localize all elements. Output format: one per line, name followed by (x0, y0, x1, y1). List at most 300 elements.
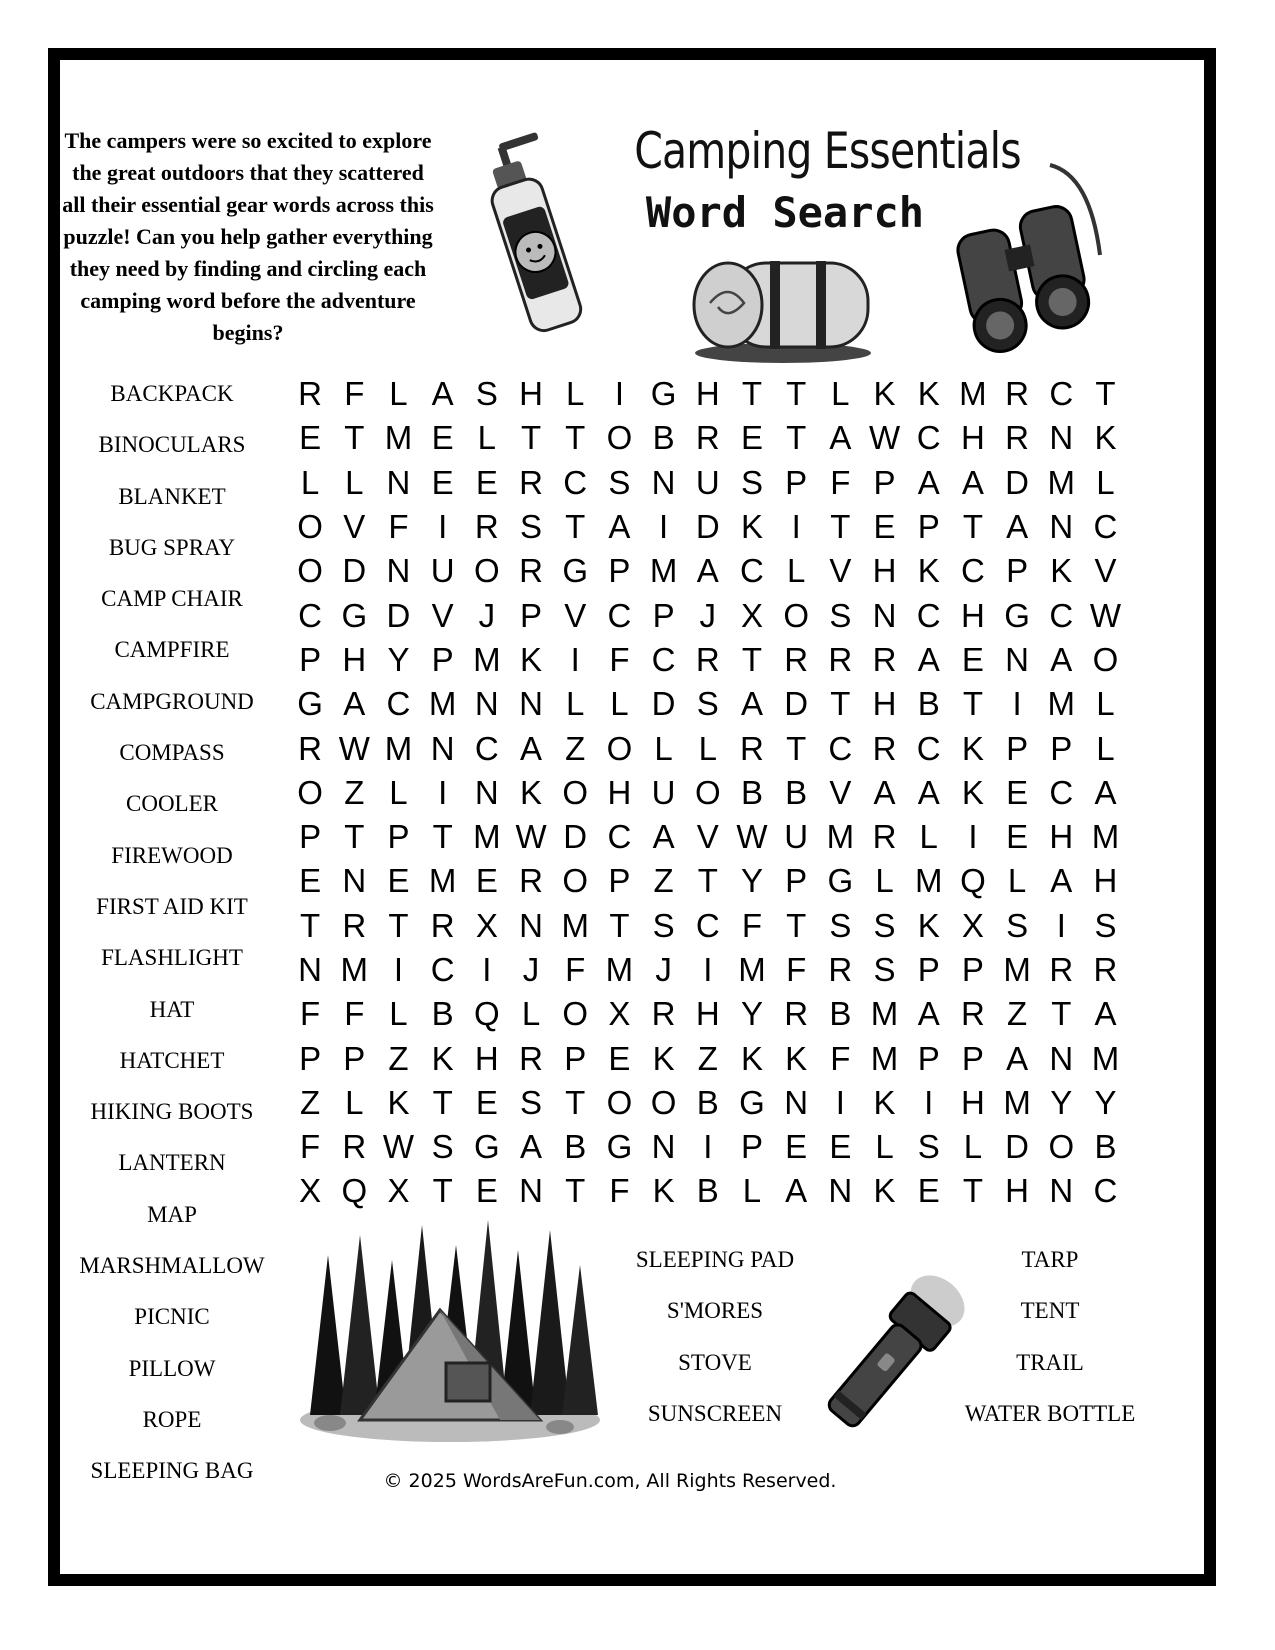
grid-letter[interactable]: H (607, 773, 632, 811)
grid-letter[interactable]: L (875, 862, 894, 900)
grid-letter[interactable]: S (608, 463, 631, 501)
grid-letter[interactable]: A (520, 1128, 543, 1166)
grid-letter[interactable]: N (1005, 640, 1030, 678)
grid-letter[interactable]: E (740, 419, 763, 457)
grid-letter[interactable]: E (1006, 818, 1029, 856)
grid-letter[interactable]: I (968, 818, 978, 856)
grid-letter[interactable]: I (924, 1083, 934, 1121)
grid-letter[interactable]: W (868, 419, 901, 457)
grid-letter[interactable]: E (475, 1172, 498, 1210)
grid-letter[interactable]: P (1006, 729, 1029, 767)
grid-letter[interactable]: L (300, 463, 320, 501)
grid-letter[interactable]: K (652, 1039, 675, 1077)
grid-letter[interactable]: N (1049, 1172, 1074, 1210)
grid-letter[interactable]: K (961, 773, 984, 811)
grid-letter[interactable]: X (387, 1172, 410, 1210)
grid-letter[interactable]: S (520, 1083, 543, 1121)
grid-letter[interactable]: N (474, 773, 499, 811)
grid-letter[interactable]: F (830, 463, 851, 501)
grid-letter[interactable]: R (1005, 419, 1030, 457)
grid-letter[interactable]: A (1050, 640, 1073, 678)
grid-letter[interactable]: C (607, 818, 632, 856)
grid-letter[interactable]: H (1093, 862, 1118, 900)
grid-letter[interactable]: E (475, 1083, 498, 1121)
grid-letter[interactable]: T (432, 1172, 453, 1210)
grid-letter[interactable]: P (1006, 552, 1029, 590)
grid-letter[interactable]: L (742, 1172, 762, 1210)
grid-letter[interactable]: K (785, 1039, 808, 1077)
grid-letter[interactable]: T (565, 1083, 586, 1121)
grid-letter[interactable]: M (340, 951, 369, 988)
grid-letter[interactable]: L (566, 375, 585, 413)
grid-letter[interactable]: F (609, 640, 630, 678)
grid-letter[interactable]: L (389, 995, 408, 1033)
grid-letter[interactable]: R (342, 906, 367, 944)
grid-letter[interactable]: Z (697, 1039, 718, 1077)
grid-letter[interactable]: S (917, 1128, 940, 1166)
grid-letter[interactable]: R (1093, 951, 1118, 988)
grid-letter[interactable]: E (829, 1128, 852, 1166)
grid-letter[interactable]: E (1006, 773, 1029, 811)
grid-letter[interactable]: A (873, 773, 896, 811)
grid-letter[interactable]: Z (653, 862, 674, 900)
grid-letter[interactable]: L (1007, 862, 1027, 900)
grid-letter[interactable]: P (917, 1039, 940, 1077)
grid-letter[interactable]: E (475, 862, 498, 900)
grid-letter[interactable]: L (654, 729, 673, 767)
grid-letter[interactable]: K (917, 375, 940, 413)
grid-letter[interactable]: B (785, 773, 808, 811)
grid-letter[interactable]: L (831, 375, 850, 413)
grid-letter[interactable]: K (961, 729, 984, 767)
grid-letter[interactable]: A (917, 463, 940, 501)
grid-letter[interactable]: R (828, 640, 853, 678)
grid-letter[interactable]: H (342, 640, 367, 678)
grid-letter[interactable]: U (784, 818, 809, 856)
grid-letter[interactable]: T (388, 906, 409, 944)
grid-letter[interactable]: O (562, 773, 589, 811)
grid-letter[interactable]: M (1091, 818, 1120, 856)
grid-letter[interactable]: M (959, 375, 987, 413)
grid-letter[interactable]: F (786, 951, 807, 988)
grid-letter[interactable]: E (299, 419, 322, 457)
grid-letter[interactable]: P (299, 1039, 322, 1077)
grid-letter[interactable]: T (344, 419, 365, 457)
grid-letter[interactable]: N (519, 906, 543, 944)
grid-letter[interactable]: S (740, 463, 763, 501)
grid-letter[interactable]: Q (474, 995, 500, 1033)
grid-letter[interactable]: K (520, 773, 543, 811)
grid-letter[interactable]: K (873, 375, 896, 413)
grid-letter[interactable]: E (431, 419, 454, 457)
grid-letter[interactable]: A (961, 463, 984, 501)
grid-letter[interactable]: L (389, 773, 408, 811)
grid-letter[interactable]: E (299, 862, 322, 900)
grid-letter[interactable]: F (344, 375, 365, 413)
grid-letter[interactable]: C (740, 552, 764, 590)
grid-letter[interactable]: I (438, 508, 448, 546)
grid-letter[interactable]: N (430, 729, 455, 767)
grid-letter[interactable]: B (564, 1128, 587, 1166)
grid-letter[interactable]: L (477, 419, 497, 457)
grid-letter[interactable]: D (386, 596, 411, 634)
grid-letter[interactable]: O (606, 729, 633, 767)
grid-letter[interactable]: R (784, 640, 809, 678)
grid-letter[interactable]: R (430, 906, 455, 944)
grid-letter[interactable]: R (872, 640, 897, 678)
grid-letter[interactable]: A (829, 419, 852, 457)
grid-letter[interactable]: K (652, 1172, 675, 1210)
grid-letter[interactable]: C (1049, 773, 1074, 811)
grid-letter[interactable]: I (703, 951, 713, 988)
grid-letter[interactable]: V (343, 508, 366, 546)
grid-letter[interactable]: R (519, 862, 543, 900)
grid-letter[interactable]: D (342, 552, 367, 590)
grid-letter[interactable]: A (431, 375, 454, 413)
grid-letter[interactable]: M (826, 818, 855, 856)
grid-letter[interactable]: B (917, 685, 940, 723)
grid-letter[interactable]: S (520, 508, 543, 546)
grid-letter[interactable]: K (1094, 419, 1117, 457)
grid-letter[interactable]: T (741, 375, 763, 413)
grid-letter[interactable]: P (431, 640, 454, 678)
grid-letter[interactable]: K (873, 1083, 896, 1121)
grid-letter[interactable]: P (785, 862, 808, 900)
grid-letter[interactable]: P (299, 818, 322, 856)
grid-letter[interactable]: C (607, 596, 632, 634)
grid-letter[interactable]: A (917, 995, 940, 1033)
grid-letter[interactable]: N (784, 1083, 809, 1121)
grid-letter[interactable]: K (1050, 552, 1073, 590)
grid-letter[interactable]: T (565, 1172, 586, 1210)
grid-letter[interactable]: R (1049, 951, 1074, 988)
grid-letter[interactable]: K (740, 1039, 763, 1077)
grid-letter[interactable]: I (1012, 685, 1022, 723)
grid-letter[interactable]: O (562, 862, 589, 900)
grid-letter[interactable]: N (1049, 508, 1074, 546)
grid-letter[interactable]: H (519, 375, 543, 413)
grid-letter[interactable]: C (916, 729, 941, 767)
grid-letter[interactable]: S (696, 685, 719, 723)
grid-letter[interactable]: W (1089, 596, 1122, 634)
grid-letter[interactable]: A (520, 729, 543, 767)
grid-letter[interactable]: K (873, 1172, 896, 1210)
grid-letter[interactable]: L (1096, 463, 1115, 501)
grid-letter[interactable]: R (784, 995, 809, 1033)
grid-letter[interactable]: A (740, 685, 763, 723)
grid-letter[interactable]: G (606, 1128, 633, 1166)
grid-letter[interactable]: Y (740, 995, 763, 1033)
grid-letter[interactable]: E (387, 862, 410, 900)
grid-letter[interactable]: E (961, 640, 984, 678)
grid-letter[interactable]: V (829, 552, 852, 590)
grid-letter[interactable]: C (430, 951, 455, 988)
grid-letter[interactable]: Z (344, 773, 365, 811)
grid-letter[interactable]: B (696, 1172, 719, 1210)
grid-letter[interactable]: F (565, 951, 586, 988)
grid-letter[interactable]: R (695, 640, 720, 678)
grid-letter[interactable]: V (829, 773, 852, 811)
grid-letter[interactable]: O (1048, 1128, 1075, 1166)
grid-letter[interactable]: L (566, 685, 585, 723)
grid-letter[interactable]: J (655, 951, 672, 988)
grid-letter[interactable]: L (610, 685, 629, 723)
grid-letter[interactable]: M (1091, 1039, 1120, 1077)
grid-letter[interactable]: G (341, 596, 368, 634)
grid-letter[interactable]: K (431, 1039, 454, 1077)
grid-letter[interactable]: D (1005, 463, 1030, 501)
grid-letter[interactable]: M (914, 862, 943, 900)
grid-letter[interactable]: M (870, 995, 899, 1033)
grid-letter[interactable]: O (783, 596, 809, 634)
grid-letter[interactable]: R (695, 419, 720, 457)
grid-letter[interactable]: S (652, 906, 675, 944)
grid-letter[interactable]: L (875, 1128, 894, 1166)
grid-letter[interactable]: P (652, 596, 675, 634)
grid-letter[interactable]: G (297, 685, 323, 723)
grid-letter[interactable]: T (962, 685, 983, 723)
grid-letter[interactable]: K (387, 1083, 410, 1121)
grid-letter[interactable]: O (297, 773, 323, 811)
grid-letter[interactable]: H (695, 995, 720, 1033)
grid-letter[interactable]: C (828, 729, 853, 767)
grid-letter[interactable]: T (1051, 995, 1072, 1033)
grid-letter[interactable]: H (1005, 1172, 1030, 1210)
grid-letter[interactable]: B (740, 773, 763, 811)
grid-letter[interactable]: R (872, 818, 897, 856)
grid-letter[interactable]: N (872, 596, 897, 634)
grid-letter[interactable]: M (384, 419, 413, 457)
grid-letter[interactable]: D (1005, 1128, 1030, 1166)
grid-letter[interactable]: F (609, 1172, 630, 1210)
grid-letter[interactable]: U (695, 463, 720, 501)
grid-letter[interactable]: P (608, 552, 631, 590)
grid-letter[interactable]: P (917, 951, 940, 988)
grid-letter[interactable]: O (1092, 640, 1119, 678)
grid-letter[interactable]: B (1094, 1128, 1117, 1166)
grid-letter[interactable]: L (345, 463, 364, 501)
grid-letter[interactable]: T (432, 818, 453, 856)
grid-letter[interactable]: C (474, 729, 499, 767)
grid-letter[interactable]: A (608, 508, 631, 546)
grid-letter[interactable]: S (1006, 906, 1029, 944)
grid-letter[interactable]: U (430, 552, 455, 590)
grid-letter[interactable]: D (563, 818, 588, 856)
grid-letter[interactable]: F (388, 508, 409, 546)
grid-letter[interactable]: T (830, 508, 851, 546)
grid-letter[interactable]: L (963, 1128, 983, 1166)
grid-letter[interactable]: X (299, 1172, 322, 1210)
grid-letter[interactable]: T (786, 906, 807, 944)
grid-letter[interactable]: T (565, 419, 586, 457)
grid-letter[interactable]: G (1004, 596, 1030, 634)
grid-letter[interactable]: C (1093, 508, 1118, 546)
grid-letter[interactable]: I (438, 773, 448, 811)
grid-letter[interactable]: N (1049, 1039, 1074, 1077)
grid-letter[interactable]: M (1003, 951, 1031, 988)
grid-letter[interactable]: N (342, 862, 367, 900)
grid-letter[interactable]: E (608, 1039, 631, 1077)
grid-letter[interactable]: T (300, 906, 321, 944)
grid-letter[interactable]: P (917, 508, 940, 546)
grid-letter[interactable]: P (608, 862, 631, 900)
grid-letter[interactable]: R (519, 1039, 543, 1077)
grid-letter[interactable]: N (519, 685, 543, 723)
grid-letter[interactable]: N (651, 463, 676, 501)
grid-letter[interactable]: O (694, 773, 721, 811)
grid-letter[interactable]: W (736, 818, 768, 856)
grid-letter[interactable]: E (431, 463, 454, 501)
grid-letter[interactable]: H (474, 1039, 499, 1077)
grid-letter[interactable]: O (562, 995, 589, 1033)
grid-letter[interactable]: O (606, 1083, 633, 1121)
grid-letter[interactable]: B (431, 995, 454, 1033)
grid-letter[interactable]: M (384, 729, 413, 767)
grid-letter[interactable]: D (695, 508, 720, 546)
grid-letter[interactable]: P (564, 1039, 587, 1077)
grid-letter[interactable]: X (740, 596, 763, 634)
grid-letter[interactable]: D (784, 685, 809, 723)
grid-letter[interactable]: E (873, 508, 896, 546)
grid-letter[interactable]: H (872, 552, 897, 590)
grid-letter[interactable]: B (829, 995, 852, 1033)
grid-letter[interactable]: L (1096, 685, 1115, 723)
grid-letter[interactable]: E (475, 463, 498, 501)
grid-letter[interactable]: R (740, 729, 764, 767)
grid-letter[interactable]: C (386, 685, 411, 723)
grid-letter[interactable]: Q (341, 1172, 368, 1210)
grid-letter[interactable]: L (1096, 729, 1115, 767)
grid-letter[interactable]: M (561, 906, 589, 944)
grid-letter[interactable]: T (962, 508, 983, 546)
grid-letter[interactable]: G (650, 375, 677, 413)
grid-letter[interactable]: T (830, 685, 851, 723)
grid-letter[interactable]: Z (565, 729, 586, 767)
grid-letter[interactable]: T (344, 818, 365, 856)
grid-letter[interactable]: P (387, 818, 410, 856)
grid-letter[interactable]: F (830, 1039, 851, 1077)
grid-letter[interactable]: C (1049, 596, 1074, 634)
grid-letter[interactable]: M (428, 862, 457, 900)
grid-letter[interactable]: R (651, 995, 676, 1033)
grid-letter[interactable]: D (651, 685, 676, 723)
grid-letter[interactable]: R (519, 463, 543, 501)
grid-letter[interactable]: M (1047, 463, 1076, 501)
grid-letter[interactable]: Z (300, 1083, 321, 1121)
grid-letter[interactable]: S (829, 596, 852, 634)
grid-letter[interactable]: P (740, 1128, 763, 1166)
grid-letter[interactable]: C (298, 596, 323, 634)
grid-letter[interactable]: I (482, 951, 492, 988)
grid-letter[interactable]: A (343, 685, 366, 723)
grid-letter[interactable]: I (835, 1083, 845, 1121)
grid-letter[interactable]: K (917, 906, 940, 944)
grid-letter[interactable]: J (522, 951, 540, 988)
grid-letter[interactable]: O (650, 1083, 677, 1121)
grid-letter[interactable]: P (785, 463, 808, 501)
grid-letter[interactable]: A (917, 773, 940, 811)
grid-letter[interactable]: O (297, 552, 323, 590)
grid-letter[interactable]: A (1006, 508, 1029, 546)
grid-letter[interactable]: A (652, 818, 675, 856)
grid-letter[interactable]: C (563, 463, 588, 501)
grid-letter[interactable]: A (917, 640, 940, 678)
grid-letter[interactable]: T (962, 1172, 983, 1210)
grid-letter[interactable]: I (393, 951, 404, 988)
grid-letter[interactable]: R (342, 1128, 367, 1166)
grid-letter[interactable]: R (474, 508, 499, 546)
grid-letter[interactable]: O (474, 552, 500, 590)
grid-letter[interactable]: S (873, 951, 896, 988)
grid-letter[interactable]: R (872, 729, 897, 767)
grid-letter[interactable]: I (703, 1128, 713, 1166)
grid-letter[interactable]: M (1003, 1083, 1031, 1121)
grid-letter[interactable]: P (1050, 729, 1073, 767)
grid-letter[interactable]: T (520, 419, 542, 457)
grid-letter[interactable]: A (1006, 1039, 1029, 1077)
grid-letter[interactable]: T (741, 640, 763, 678)
grid-letter[interactable]: N (386, 552, 411, 590)
grid-letter[interactable]: B (652, 419, 675, 457)
grid-letter[interactable]: M (649, 552, 678, 590)
grid-letter[interactable]: N (828, 1172, 853, 1210)
grid-letter[interactable]: R (519, 552, 543, 590)
grid-letter[interactable]: T (786, 375, 807, 413)
grid-letter[interactable]: P (961, 1039, 984, 1077)
grid-letter[interactable]: H (1049, 818, 1074, 856)
grid-letter[interactable]: Q (960, 862, 986, 900)
grid-letter[interactable]: T (609, 906, 630, 944)
grid-letter[interactable]: S (873, 906, 896, 944)
grid-letter[interactable]: L (345, 1083, 364, 1121)
grid-letter[interactable]: H (695, 375, 720, 413)
grid-letter[interactable]: R (1005, 375, 1030, 413)
grid-letter[interactable]: M (473, 640, 501, 678)
grid-letter[interactable]: M (1047, 685, 1076, 723)
grid-letter[interactable]: I (614, 375, 624, 413)
grid-letter[interactable]: O (606, 419, 633, 457)
grid-letter[interactable]: C (695, 906, 720, 944)
grid-letter[interactable]: F (300, 1128, 321, 1166)
grid-letter[interactable]: S (829, 906, 852, 944)
grid-letter[interactable]: G (474, 1128, 500, 1166)
grid-letter[interactable]: K (740, 508, 763, 546)
grid-letter[interactable]: H (960, 419, 985, 457)
grid-letter[interactable]: P (520, 596, 543, 634)
grid-letter[interactable]: Y (1050, 1083, 1073, 1121)
grid-letter[interactable]: S (1094, 906, 1117, 944)
grid-letter[interactable]: V (431, 596, 454, 634)
grid-letter[interactable]: M (738, 951, 766, 988)
grid-letter[interactable]: R (960, 995, 985, 1033)
grid-letter[interactable]: W (382, 1128, 415, 1166)
grid-letter[interactable]: F (344, 995, 365, 1033)
grid-letter[interactable]: L (698, 729, 717, 767)
grid-letter[interactable]: C (916, 596, 941, 634)
grid-letter[interactable]: O (297, 508, 323, 546)
grid-letter[interactable]: W (338, 729, 370, 767)
grid-letter[interactable]: A (785, 1172, 808, 1210)
grid-letter[interactable]: E (917, 1172, 940, 1210)
grid-letter[interactable]: Y (387, 640, 410, 678)
grid-letter[interactable]: I (1056, 906, 1066, 944)
grid-letter[interactable]: R (298, 375, 323, 413)
grid-letter[interactable]: P (299, 640, 322, 678)
grid-letter[interactable]: C (651, 640, 676, 678)
grid-letter[interactable]: M (473, 818, 501, 856)
grid-letter[interactable]: N (298, 951, 323, 988)
grid-letter[interactable]: J (699, 596, 717, 634)
